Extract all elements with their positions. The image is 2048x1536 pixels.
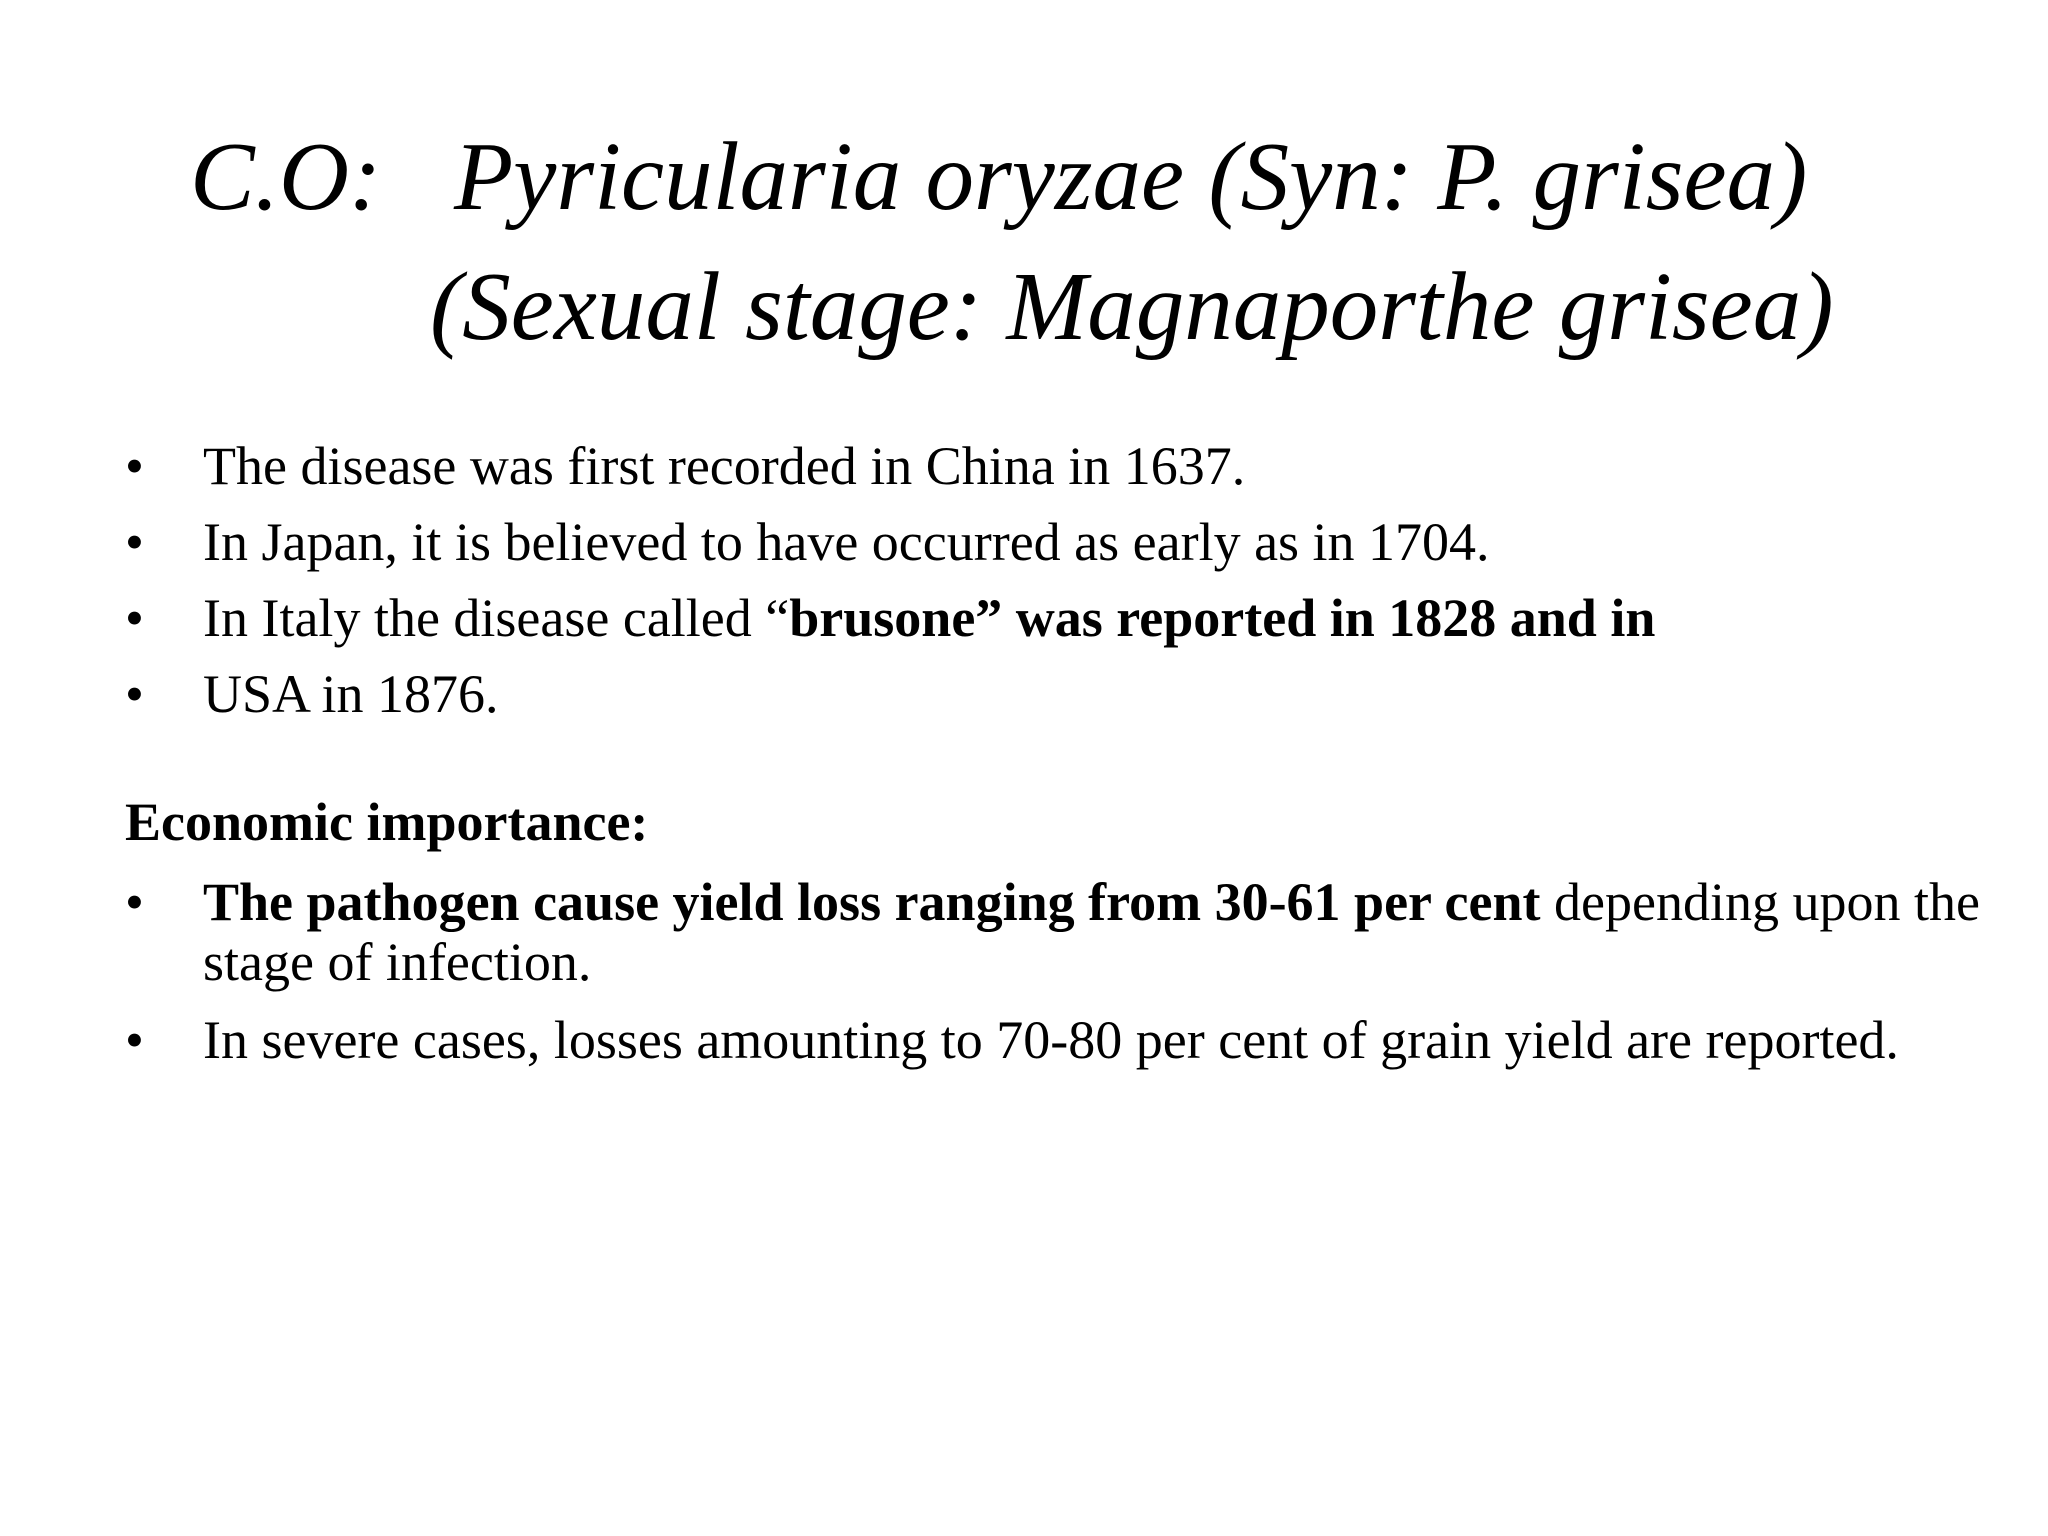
history-item-china: The disease was first recorded in China in 1637. <box>203 436 1246 496</box>
history-item-italy-bold: brusone” was reported in 1828 and in <box>789 588 1656 648</box>
slide-content <box>125 428 1985 1088</box>
economic-importance-heading: Economic importance: <box>125 792 649 852</box>
title-line-2: (Sexual stage: Magnaporthe grisea) <box>430 253 1834 360</box>
history-item-usa: USA in 1876. <box>203 664 499 724</box>
bullet-icon: • <box>125 1010 144 1070</box>
list-item <box>125 428 1985 504</box>
bullet-icon: • <box>125 588 144 648</box>
slide-title <box>190 112 1950 372</box>
econ-item-yield-loss-bold: The pathogen cause yield loss ranging from 30-61 per cent <box>203 872 1541 932</box>
bullet-icon: • <box>125 436 144 496</box>
title-line-1: C.O: Pyricularia oryzae (Syn: P. grisea) <box>190 123 1808 230</box>
list-item <box>125 656 1985 732</box>
econ-item-yield-loss: depending upon the stage of infection. <box>203 872 1980 992</box>
economic-list <box>125 872 1985 1070</box>
econ-item-severe-cases: In severe cases, losses amounting to 70-80 per cent of grain yield are reported. <box>203 1010 1899 1070</box>
history-list <box>125 428 1985 732</box>
history-item-italy: In Italy the disease called “ <box>203 588 790 648</box>
bullet-icon: • <box>125 512 144 572</box>
list-item <box>125 872 1985 992</box>
list-item <box>125 1010 1985 1070</box>
bullet-icon: • <box>125 872 144 932</box>
history-item-japan: In Japan, it is believed to have occurred as early as in 1704. <box>203 512 1490 572</box>
list-item <box>125 580 1985 656</box>
list-item <box>125 504 1985 580</box>
bullet-icon: • <box>125 664 144 724</box>
